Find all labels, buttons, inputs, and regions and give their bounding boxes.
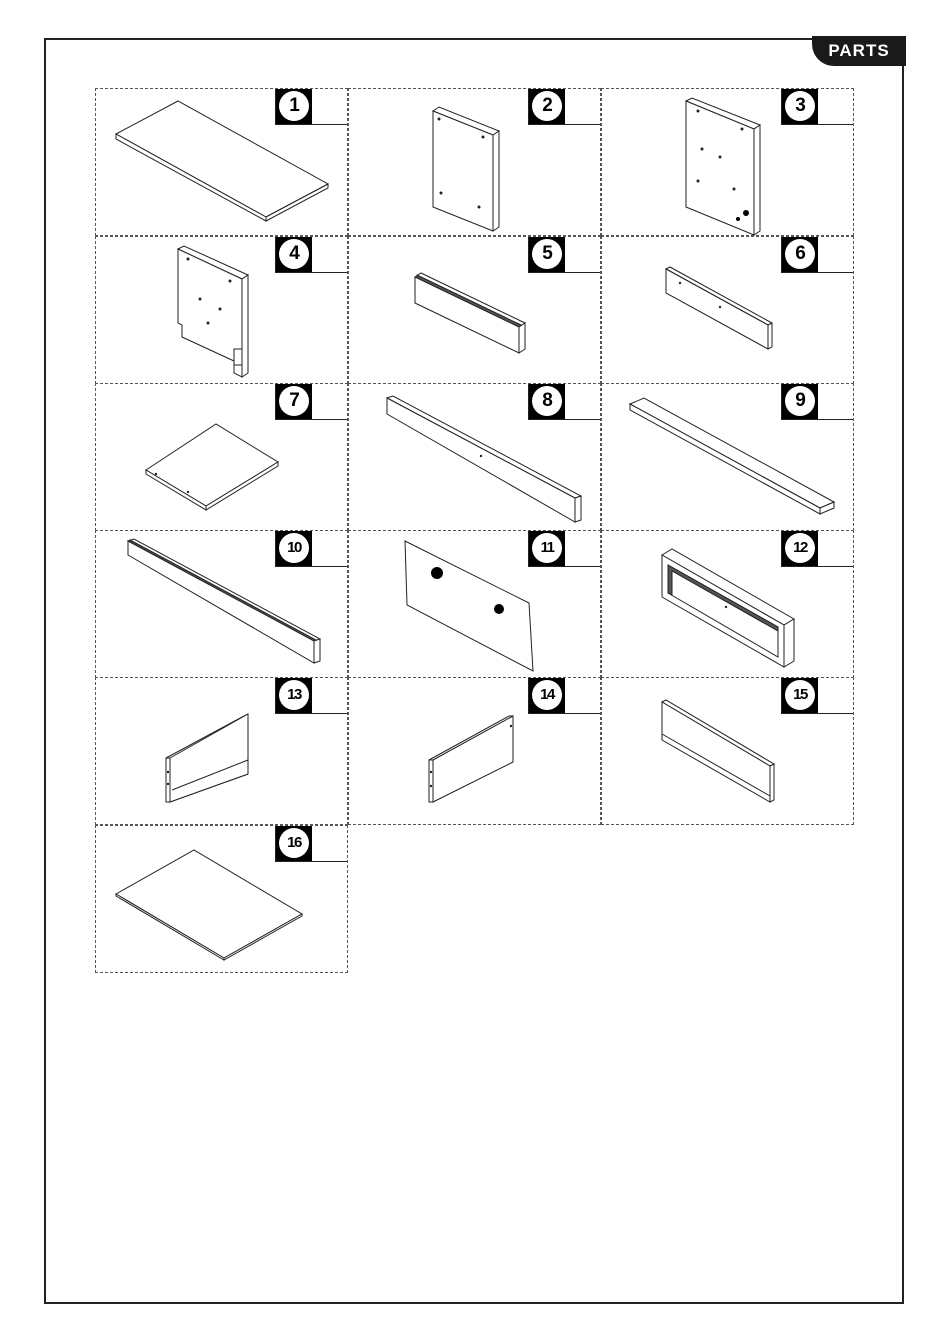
part-badge-13	[275, 678, 347, 714]
part-badge-16	[275, 826, 347, 862]
part-cell-12	[601, 530, 854, 678]
part-cell-4	[95, 236, 348, 384]
part-badge-12	[781, 531, 853, 567]
part-badge-9	[781, 384, 853, 420]
part-cell-3	[601, 88, 854, 236]
part-number-3: 3	[785, 91, 815, 121]
part-cell-14	[348, 677, 601, 825]
part-number-4: 4	[279, 239, 309, 269]
part-number-2: 2	[532, 91, 562, 121]
part-cell-16	[95, 825, 348, 973]
part-number-11: 11	[532, 533, 562, 563]
part-number-8: 8	[532, 386, 562, 416]
part-number-6: 6	[785, 239, 815, 269]
part-cell-7	[95, 383, 348, 531]
part-badge-10	[275, 531, 347, 567]
part-badge-14	[528, 678, 600, 714]
part-number-9: 9	[785, 386, 815, 416]
part-badge-3	[781, 89, 853, 125]
part-number-7: 7	[279, 386, 309, 416]
part-number-16: 16	[279, 828, 309, 858]
part-badge-1	[275, 89, 347, 125]
part-badge-11	[528, 531, 600, 567]
part-number-5: 5	[532, 239, 562, 269]
part-badge-4	[275, 237, 347, 273]
part-cell-2	[348, 88, 601, 236]
parts-tab-label: PARTS	[828, 41, 890, 60]
part-cell-5	[348, 236, 601, 384]
part-badge-8	[528, 384, 600, 420]
part-number-13: 13	[279, 680, 309, 710]
part-badge-5	[528, 237, 600, 273]
part-cell-13	[95, 677, 348, 825]
part-number-15: 15	[785, 680, 815, 710]
part-number-1: 1	[279, 91, 309, 121]
part-cell-9	[601, 383, 854, 531]
part-badge-2	[528, 89, 600, 125]
part-cell-10	[95, 530, 348, 678]
parts-tab	[812, 36, 906, 66]
part-badge-15	[781, 678, 853, 714]
part-cell-8	[348, 383, 601, 531]
part-number-10: 10	[279, 533, 309, 563]
part-cell-15	[601, 677, 854, 825]
part-cell-11	[348, 530, 601, 678]
part-cell-1	[95, 88, 348, 236]
part-badge-6	[781, 237, 853, 273]
part-cell-6	[601, 236, 854, 384]
part-badge-7	[275, 384, 347, 420]
part-number-12: 12	[785, 533, 815, 563]
part-number-14: 14	[532, 680, 562, 710]
